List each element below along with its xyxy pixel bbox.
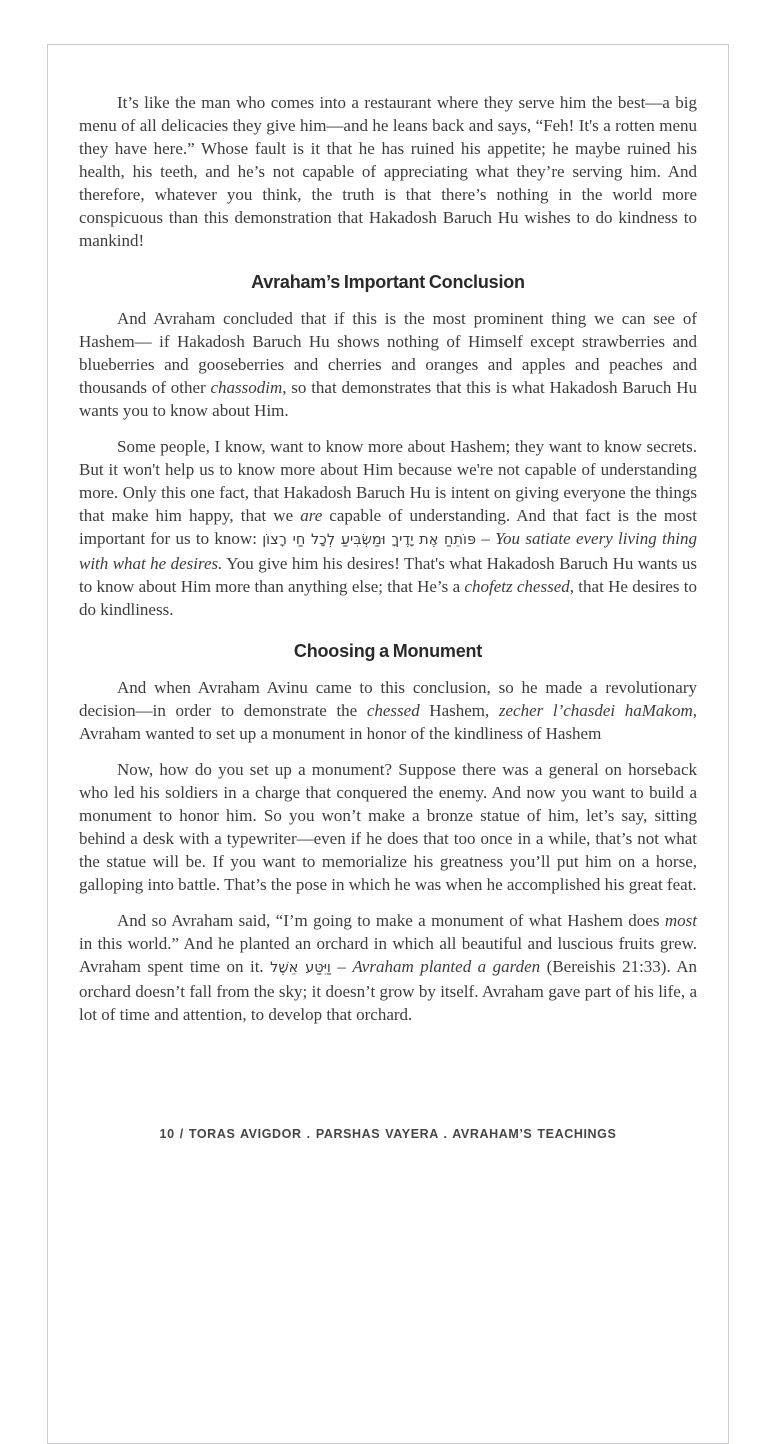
page-footer: 10 / TORAS AVIGDOR . PARSHAS VAYERA . AVRAHAM’S TEACHINGS	[159, 1127, 617, 1141]
section-heading: Avraham’s Important Conclusion	[251, 272, 525, 292]
paragraph: It’s like the man who comes into a restaurant where they serve him the best—a big menu of all delicacies they give him—and he leans back and says, “Feh! It's a rotten menu they have here.” Whose fault is it that he has ruined his appetite; he maybe ruined his health, his teeth, and he’s not capable of appreciating what they’re serving him. And therefore, whatever you think, the truth is that there’s nothing in the world more conspicuous than this demonstration that Hakadosh Baruch Hu wishes to do kindness to mankind!	[79, 93, 697, 250]
paragraph: Some people, I know, want to know more about Hashem; they want to know secrets. But it won't help us to know more about Him because we're not capable of understanding more. Only this one fact, that Hakadosh Baruch Hu is intent on giving everyone the things that make him happy, that we are capable of understanding. And that fact is the most important for us to know: פּוֹתֵחַ אֶת יָדֶיךָ וּמַשְׂבִּיעַ לְכָל חַי רָצוֹן – You satiate every living thing with what he desires. You give him his desires! That's what Hakadosh Baruch Hu wants us to know about Him more than anything else; that He’s a chofetz chessed, that He desires to do kindliness.	[79, 437, 698, 619]
paragraph: And when Avraham Avinu came to this conclusion, so he made a revolutionary decision—in order to demonstrate the chessed Hashem, zecher l’chasdei haMakom, Avraham wanted to set up a monument in honor of the kindliness of Hashem	[79, 678, 697, 743]
paragraph: Now, how do you set up a monument? Suppose there was a general on horseback who led his soldiers in a charge that conquered the enemy. And now you want to build a monument to honor him. So you won’t make a bronze statue of him, let’s say, sitting behind a desk with a typewriter—even if he does that too once in a while, that’s not what the statue will be. If you want to memorialize his greatness you’ll put him on a horse, galloping into battle. That’s the pose in which he was when he accomplished his great feat.	[79, 760, 697, 894]
section-heading: Choosing a Monument	[293, 641, 483, 661]
hebrew-text: וַיִּטַּע אֵשֶׁל	[270, 960, 331, 976]
paragraph: And so Avraham said, “I’m going to make a monument of what Hashem does most in this world.” And he planted an orchard in which all beautiful and luscious fruits grew. Avraham spent time on it. וַיִּטַּע אֵשֶׁל – Avraham planted a garden (Bereishis 21:33). An orchard doesn’t fall from the sky; it doesn’t grow by itself. Avraham gave part of his life, a lot of time and attention, to develop that orchard.	[79, 911, 698, 1024]
hebrew-text: פּוֹתֵחַ אֶת יָדֶיךָ וּמַשְׂבִּיעַ לְכָל חַי רָצוֹן	[262, 532, 477, 548]
paragraph: And Avraham concluded that if this is the most prominent thing we can see of Hashem— if Hakadosh Baruch Hu shows nothing of Himself except strawberries and blueberries and gooseberries and cherries and oranges and apples and peaches and thousands of other chassodim, so that demonstrates that this is what Hakadosh Baruch Hu wants you to know about Him.	[79, 309, 697, 420]
page-frame	[47, 44, 729, 1444]
page-content	[79, 91, 697, 1026]
